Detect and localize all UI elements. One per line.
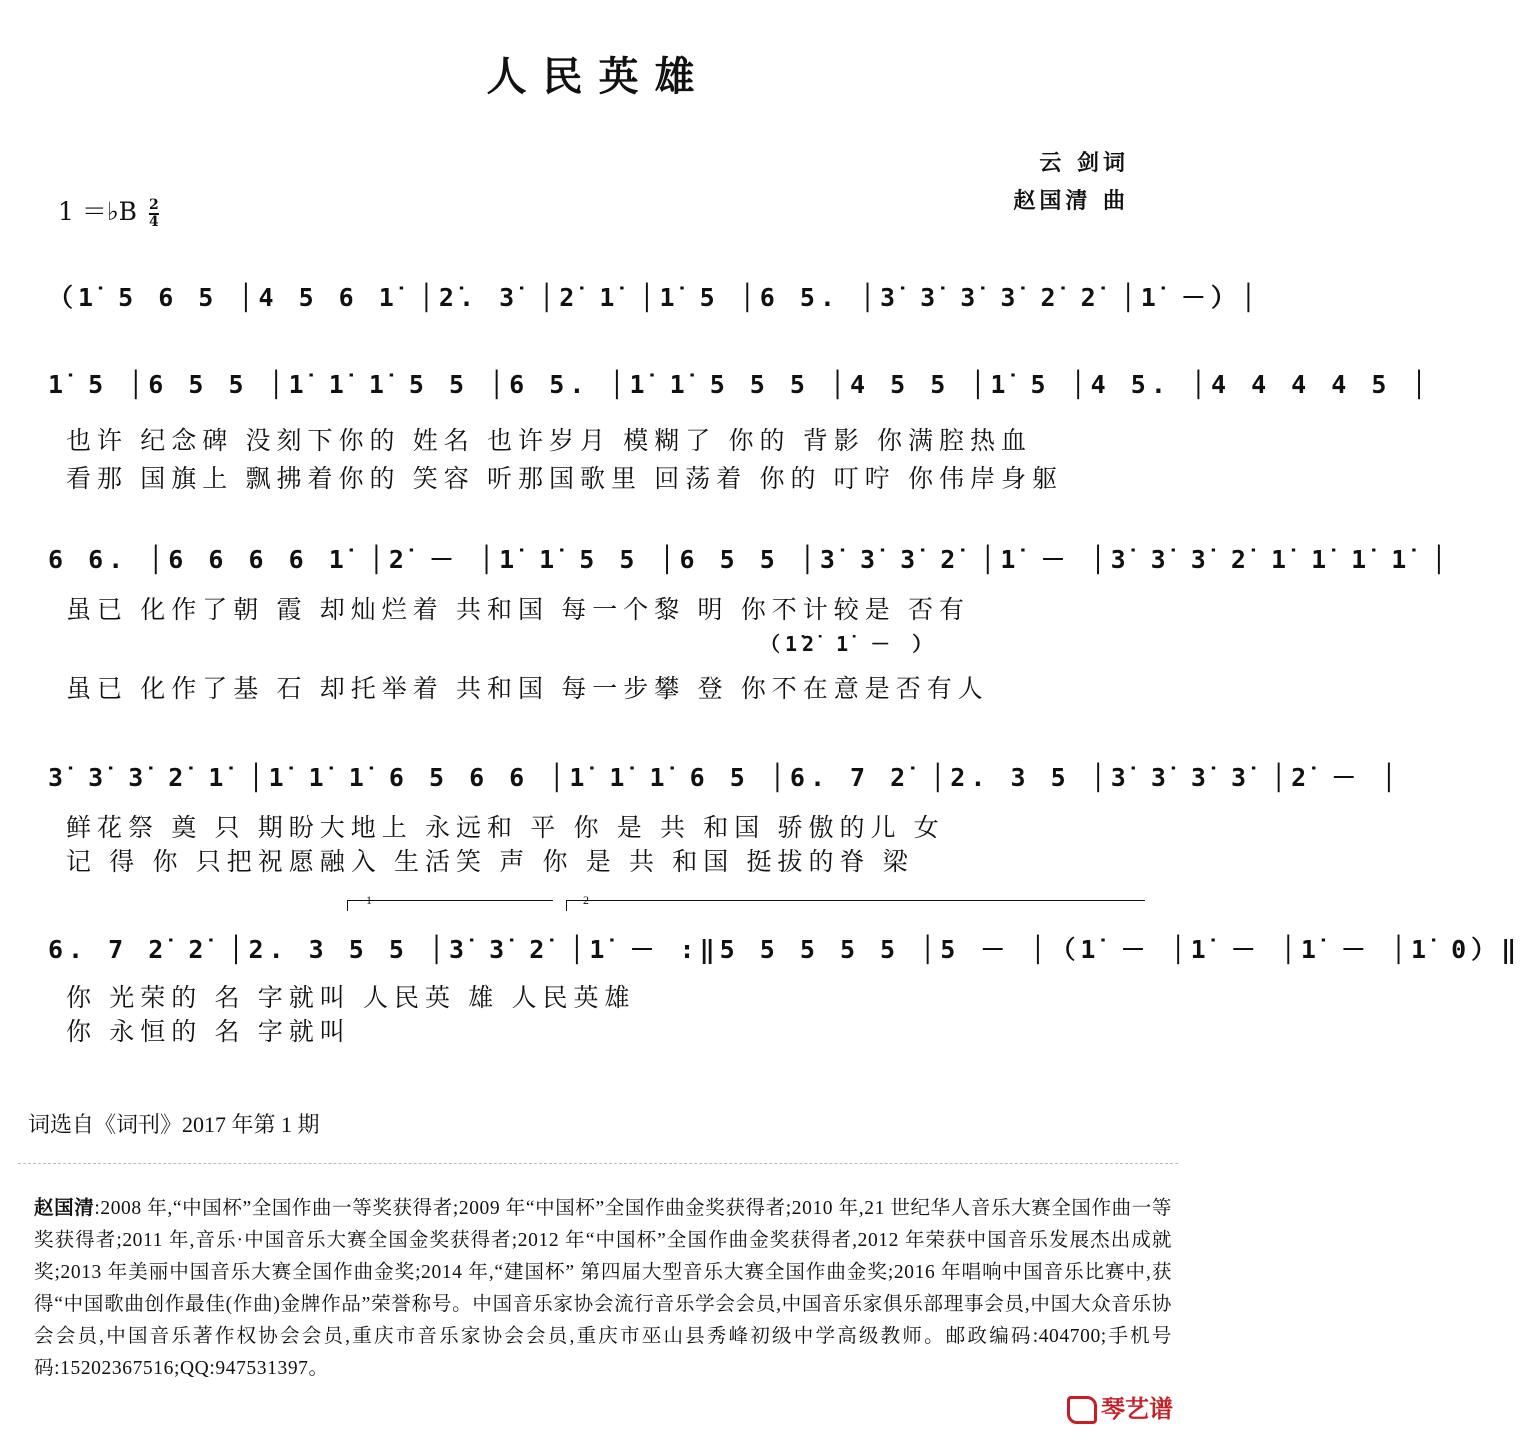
watermark-text: 琴艺谱 xyxy=(1101,1395,1173,1423)
notation-line-1: （1̇ 5 6 5 │4 5 6 1̇ │2̇. 3̇ │2̇ 1̇ │1̇ 5 │6 5. │3̇ 3̇ 3̇ 3̇ 2̇ 2̇ │1̇ －）│ xyxy=(48,283,1261,312)
volta-bracket-1 xyxy=(347,900,553,911)
lyric-verse-2: 记 得 你 只把祝愿融入 生活笑 声 你 是 共 和国 挺拔的脊 梁 xyxy=(66,849,914,876)
notation-line-4: 3̇ 3̇ 3̇ 2̇ 1̇ │1̇ 1̇ 1̇ 6 5 6 6 │1̇ 1̇ 1̇ 6 5 │6. 7 2̇ │2. 3 5 │3̇ 3̇ 3̇ 3̇ │2̇ － │ xyxy=(48,763,1402,792)
lyricist-credit: 云 剑词 xyxy=(1039,151,1129,176)
time-denominator: 4 xyxy=(148,213,159,230)
lyric-verse-1: 你 光荣的 名 字就叫 人民英 雄 人民英雄 xyxy=(66,985,636,1012)
notation-line-5: 6. 7 2̇ 2̇ │2. 3 5 5 │3̇ 3̇ 2̇ │1̇ － :‖5 5 5 5 5 │5 － │（1̇ － │1̇ － │1̇ － │1̇ 0）‖ xyxy=(48,935,1521,964)
notation-line-2: 1̇ 5 │6 5 5 │1̇ 1̇ 1̇ 5 5 │6 5. │1̇ 1̇ 5 5 5 │4 5 5 │1̇ 5 │4 5. │4 4 4 4 5 │ xyxy=(48,370,1432,399)
bio-text: :2008 年,“中国杯”全国作曲一等奖获得者;2009 年“中国杯”全国作曲金奖获得者;2010 年,21 世纪华人音乐大赛全国作曲一等奖获得者;2011 年,音乐·中国音乐大赛全国金奖获得者;2012 年“中国杯”全国作曲金奖获得者,2012 年荣获中国音乐发展杰出成就奖;2013 年美丽中国音乐大赛全国作曲金奖;2014 年,“建国杯” 第四届大型音乐大赛全国作曲金奖;2016 年唱响中国音乐比赛中,获得“中国歌曲创作最佳(作曲)金牌作品”荣誉称号。中国音乐家协会流行音乐学会会员,中国音乐家俱乐部理事会员,中国大众音乐协会会员,中国音乐著作权协会会员,重庆市音乐家协会会员,重庆市巫山县秀峰初级中学高级教师。邮政编码:404700;手机号码:15202367516;QQ:947531397。 xyxy=(34,1198,1172,1379)
composer-bio xyxy=(34,1193,1172,1385)
key-signature xyxy=(58,192,159,230)
bio-name: 赵国清 xyxy=(34,1198,95,1219)
volta-bracket-2 xyxy=(566,900,1145,911)
alternate-ending: （1̇2̇ 1̇ － ） xyxy=(760,632,938,656)
watermark-logo xyxy=(1067,1389,1173,1424)
divider xyxy=(18,1163,1178,1164)
lyric-verse-2: 你 永恒的 名 字就叫 xyxy=(66,1019,351,1046)
composer-credit: 赵国清 曲 xyxy=(1013,189,1129,214)
lyric-verse-2: 虽已 化作了基 石 却托举着 共和国 每一步攀 登 你不在意是否有人 xyxy=(66,676,989,703)
lyric-verse-1: 也许 纪念碑 没刻下你的 姓名 也许岁月 模糊了 你的 背影 你满腔热血 xyxy=(66,428,1033,455)
volta-2-label: 2 xyxy=(583,893,589,907)
notation-line-3: 6 6. │6 6 6 6 1̇ │2̇ － │1̇ 1̇ 5 5 │6 5 5 │3̇ 3̇ 3̇ 2̇ │1̇ － │3̇ 3̇ 3̇ 2̇ 1̇ 1̇ 1̇ 1̇ │ xyxy=(48,545,1452,574)
volta-1-label: 1 xyxy=(366,893,372,907)
logo-icon xyxy=(1067,1396,1097,1424)
time-numerator: 2 xyxy=(148,196,159,213)
lyric-verse-1: 鲜花祭 奠 只 期盼大地上 永远和 平 你 是 共 和国 骄傲的儿 女 xyxy=(66,815,945,842)
time-signature xyxy=(149,198,159,230)
page-title: 人民英雄 xyxy=(486,54,711,100)
source-note: 词选自《词刊》2017 年第 1 期 xyxy=(28,1112,320,1137)
key-text: 1 ＝♭B xyxy=(58,197,138,226)
lyric-verse-2: 看那 国旗上 飘拂着你的 笑容 听那国歌里 回荡着 你的 叮咛 你伟岸身躯 xyxy=(66,466,1064,493)
lyric-verse-1: 虽已 化作了朝 霞 却灿烂着 共和国 每一个黎 明 你不计较是 否有 xyxy=(66,597,971,624)
